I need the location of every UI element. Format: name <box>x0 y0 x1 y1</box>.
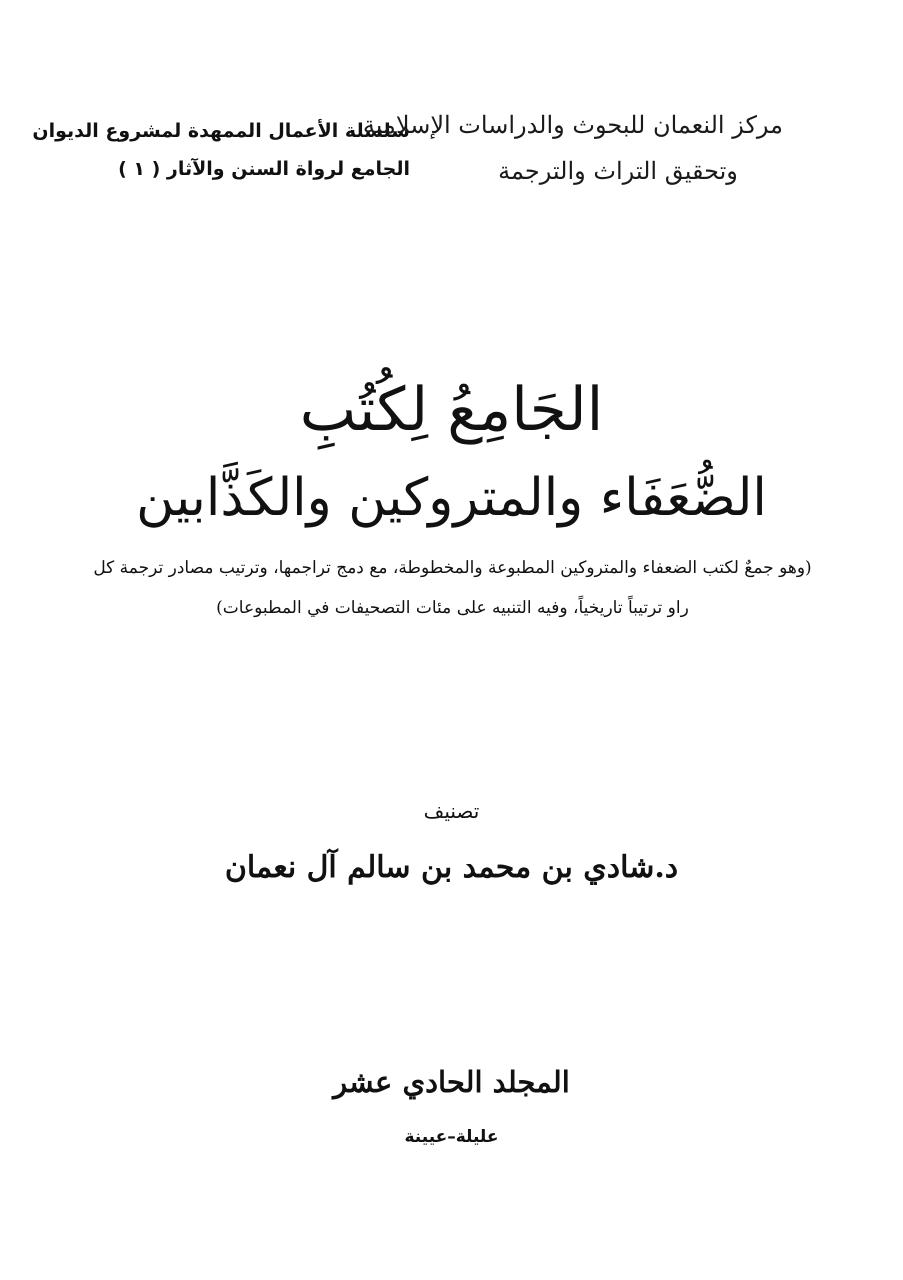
book-title-line-1: الجَامِعُ لِكُتُبِ <box>299 375 604 445</box>
author-name: د.شادي بن محمد بن سالم آل نعمان <box>224 850 679 885</box>
subtitle-line-2: راو ترتيباً تاريخياً، وفيه التنبيه على مئات التصحيفات في المطبوعات) <box>216 598 689 618</box>
series-line-1: سلسلة الأعمال الممهدة لمشروع الديوان <box>32 120 410 142</box>
publisher-location: عليلة–عيينة <box>404 1127 499 1147</box>
series-info <box>32 112 410 188</box>
volume-label: المجلد الحادي عشر <box>333 1065 570 1099</box>
center-name-line-1: مركز النعمان للبحوث والدراسات الإسلامية <box>362 111 783 139</box>
book-subtitle <box>80 548 825 628</box>
subtitle-line-1: (وهو جمعٌ لكتب الضعفاء والمتروكين المطبوعة والمخطوطة، مع دمج تراجمها، وترتيب مصادر ترجمة كل <box>93 558 812 578</box>
book-title-line-2: الضُّعَفَاء والمتروكين والكَذَّابين <box>136 468 767 528</box>
center-name-line-2: وتحقيق التراث والترجمة <box>498 157 738 185</box>
center-logo-text <box>362 102 783 194</box>
author-label: تصنيف <box>423 799 480 823</box>
series-line-2: الجامع لرواة السنن والآثار ( ١ ) <box>118 158 410 180</box>
